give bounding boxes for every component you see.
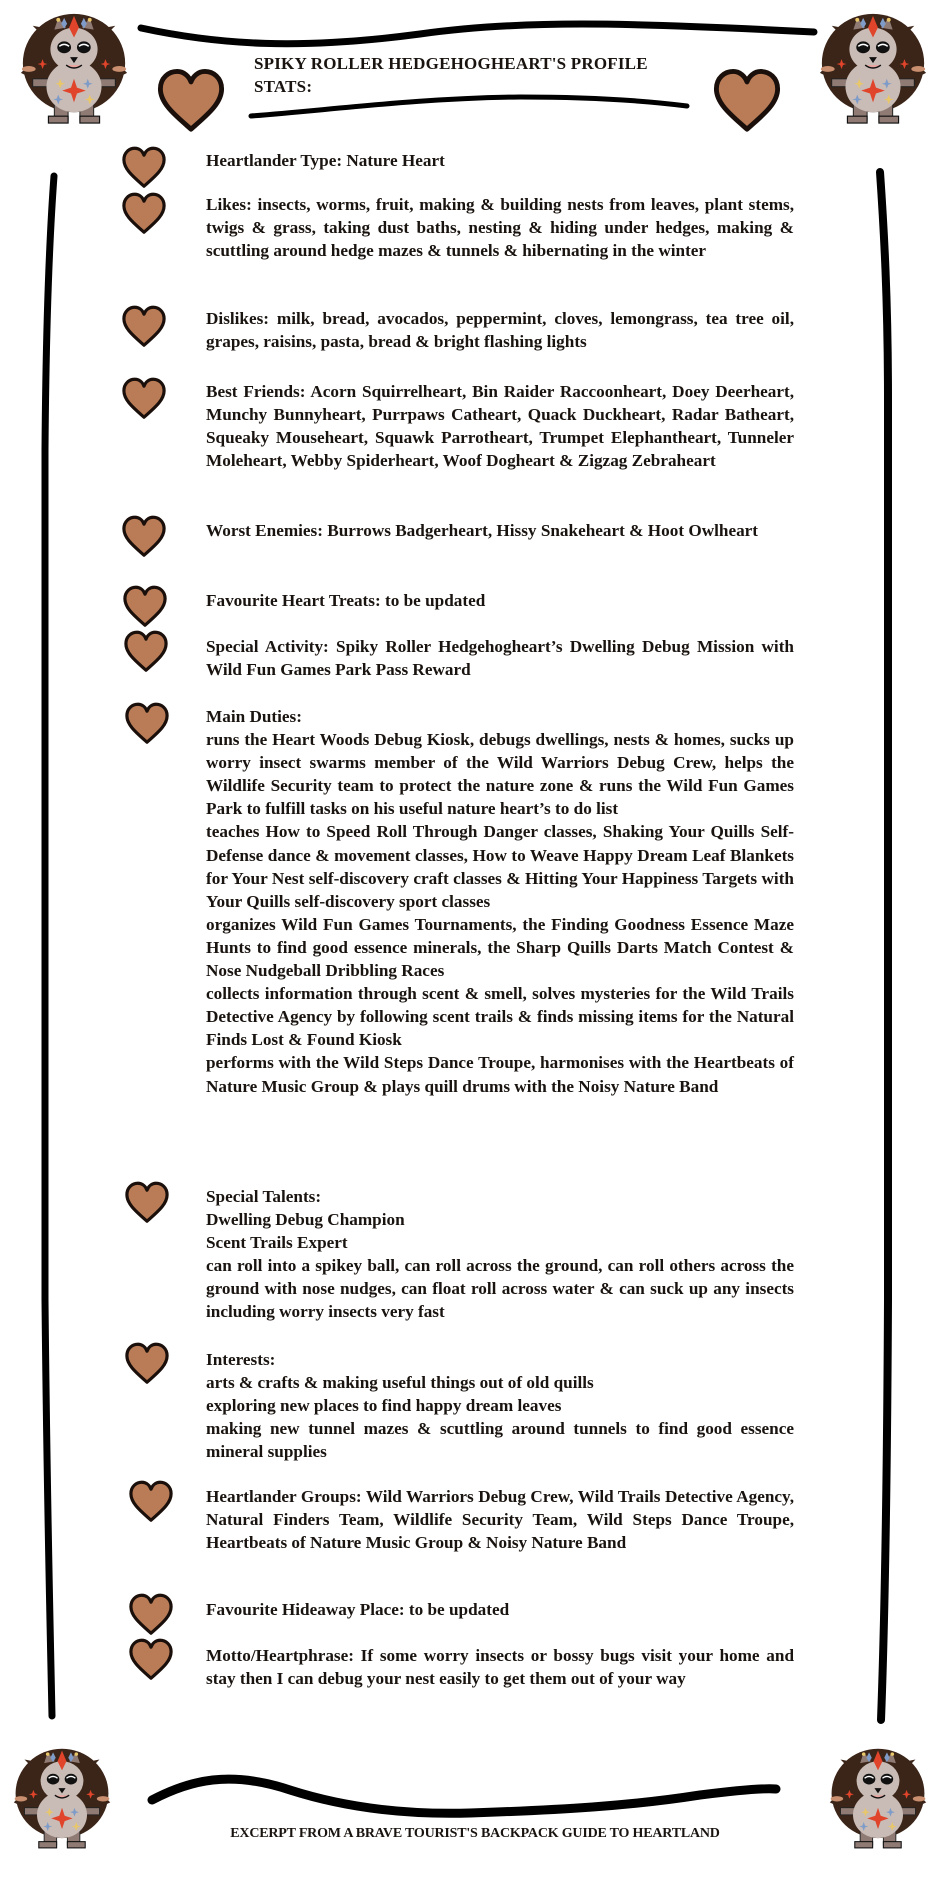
stat-section-main-duties (206, 705, 794, 1098)
stat-section-dislikes (206, 307, 794, 353)
stat-heading: Best Friends: Acorn Squirrelheart, Bin Raider Raccoonheart, Doey Deerheart, Munchy Bunnyheart, Purrpaws Catheart, Quack Duckheart, Radar Batheart, Squeaky Mouseheart, Squawk Parrotheart, Trumpet Elephantheart, Tunneler Moleheart, Webby Spiderheart, Woof Dogheart & Zigzag Zebraheart (206, 382, 794, 471)
heart-icon (118, 515, 170, 557)
heart-icon (148, 68, 234, 132)
title-line-1: SPIKY ROLLER HEDGEHOGHEART'S PROFILE (254, 54, 648, 73)
stat-detail: runs the Heart Woods Debug Kiosk, debugs dwellings, nests & homes, sucks up worry insect swarms member of the Wild Warriors Debug Crew, helps the Wildlife Security team to protect the nature zone & runs the Wild Fun Games Park to fulfill tasks on his useful nature heart’s to do list (206, 730, 794, 819)
heart-icon (119, 585, 171, 627)
stat-section-type (206, 149, 794, 172)
heart-icon (120, 630, 172, 672)
stat-detail: exploring new places to find happy dream leaves (206, 1396, 562, 1416)
page-title (254, 52, 694, 98)
stat-section-best-friends (206, 380, 794, 472)
heart-icon (121, 1181, 173, 1223)
stat-heading: Favourite Hideaway Place: to be updated (206, 1600, 510, 1619)
stat-detail: collects information through scent & smell, solves mysteries for the Wild Trails Detective Agency by following scent trails & finds missing items for the Natural Finds Lost & Found Kiosk (206, 984, 794, 1050)
stat-detail: arts & crafts & making useful things out of old quills (206, 1373, 594, 1393)
stat-section-hideaway (206, 1598, 794, 1621)
heart-icon (125, 1593, 177, 1635)
stat-heading: Heartlander Type: Nature Heart (206, 151, 445, 170)
stat-heading: Special Activity: Spiky Roller Hedgehogheart’s Dwelling Debug Mission with Wild Fun Games Park Pass Reward (206, 637, 794, 680)
hedgehog-mascot-icon (12, 1738, 112, 1856)
heart-icon (118, 192, 170, 234)
heart-icon (118, 377, 170, 419)
stat-heading: Favourite Heart Treats: to be updated (206, 591, 486, 610)
stat-heading: Main Duties: (206, 707, 302, 726)
bottom-swoosh (152, 1779, 776, 1813)
stat-section-special-activity (206, 635, 794, 681)
stat-detail: can roll into a spikey ball, can roll across the ground, can roll others across the ground with nose nudges, can float roll across water & can suck up any insects including worry insects very fast (206, 1256, 794, 1322)
heart-icon (121, 1342, 173, 1384)
stat-section-interests (206, 1348, 794, 1463)
stat-heading: Interests: (206, 1350, 276, 1369)
stat-detail: teaches How to Speed Roll Through Danger classes, Shaking Your Quills Self-Defense dance & movement classes, How to Weave Happy Dream Leaf Blankets for Your Nest self-discovery craft classes & Hitting Your Happiness Targets with Your Quills self-discovery sport classes (206, 822, 794, 911)
heart-icon (125, 1638, 177, 1680)
stat-section-special-talents (206, 1185, 794, 1324)
title-line-2: STATS: (254, 77, 313, 96)
stat-detail: performs with the Wild Steps Dance Troupe, harmonises with the Heartbeats of Nature Music Group & plays quill drums with the Noisy Nature Band (206, 1053, 794, 1096)
heart-icon (125, 1480, 177, 1522)
stat-detail: making new tunnel mazes & scuttling around tunnels to find good essence mineral supplies (206, 1419, 794, 1462)
right-border-line (880, 172, 888, 1720)
stat-section-groups (206, 1485, 794, 1554)
stat-heading: Likes: insects, worms, fruit, making & building nests from leaves, plant stems, twigs & grass, taking dust baths, nesting & hiding under hedges, making & scuttling around hedge mazes & tunnels & hibernating in the winter (206, 195, 794, 261)
hedgehog-mascot-icon (18, 8, 130, 126)
footer-caption: EXCERPT FROM A BRAVE TOURIST'S BACKPACK GUIDE TO HEARTLAND (230, 1826, 720, 1841)
top-swoosh-upper (141, 24, 814, 44)
stat-section-worst-enemies (206, 519, 794, 542)
stat-heading: Special Talents: (206, 1187, 322, 1206)
stat-detail: organizes Wild Fun Games Tournaments, the Finding Goodness Essence Maze Hunts to find good essence minerals, the Sharp Quills Darts Match Contest & Nose Nudgeball Dribbling Races (206, 914, 794, 981)
stat-heading: Worst Enemies: Burrows Badgerheart, Hissy Snakeheart & Hoot Owlheart (206, 521, 759, 540)
top-swoosh-lower (251, 97, 687, 116)
stat-heading: Heartlander Groups: Wild Warriors Debug Crew, Wild Trails Detective Agency, Natural Finders Team, Wildlife Security Team, Wild Steps Dance Troupe, Heartbeats of Nature Music Group & Noisy Nature Band (206, 1487, 794, 1553)
heart-icon (704, 68, 790, 132)
stat-heading: Motto/Heartphrase: If some worry insects or bossy bugs visit your home and stay then I can debug your nest easily to get them out of your way (206, 1646, 794, 1689)
stat-detail: Dwelling Debug Champion (206, 1210, 405, 1230)
stat-detail: Scent Trails Expert (206, 1233, 348, 1253)
stat-section-heart-treats (206, 589, 794, 612)
heart-icon (121, 702, 173, 744)
heart-icon (118, 305, 170, 347)
stat-heading: Dislikes: milk, bread, avocados, peppermint, cloves, lemongrass, tea tree oil, grapes, raisins, pasta, bread & bright flashing lights (206, 309, 794, 352)
hedgehog-mascot-icon (817, 8, 929, 126)
hedgehog-mascot-icon (828, 1738, 928, 1856)
stat-section-motto (206, 1644, 794, 1690)
heart-icon (118, 146, 170, 188)
left-border-line (45, 176, 54, 1716)
stat-section-likes (206, 193, 794, 262)
